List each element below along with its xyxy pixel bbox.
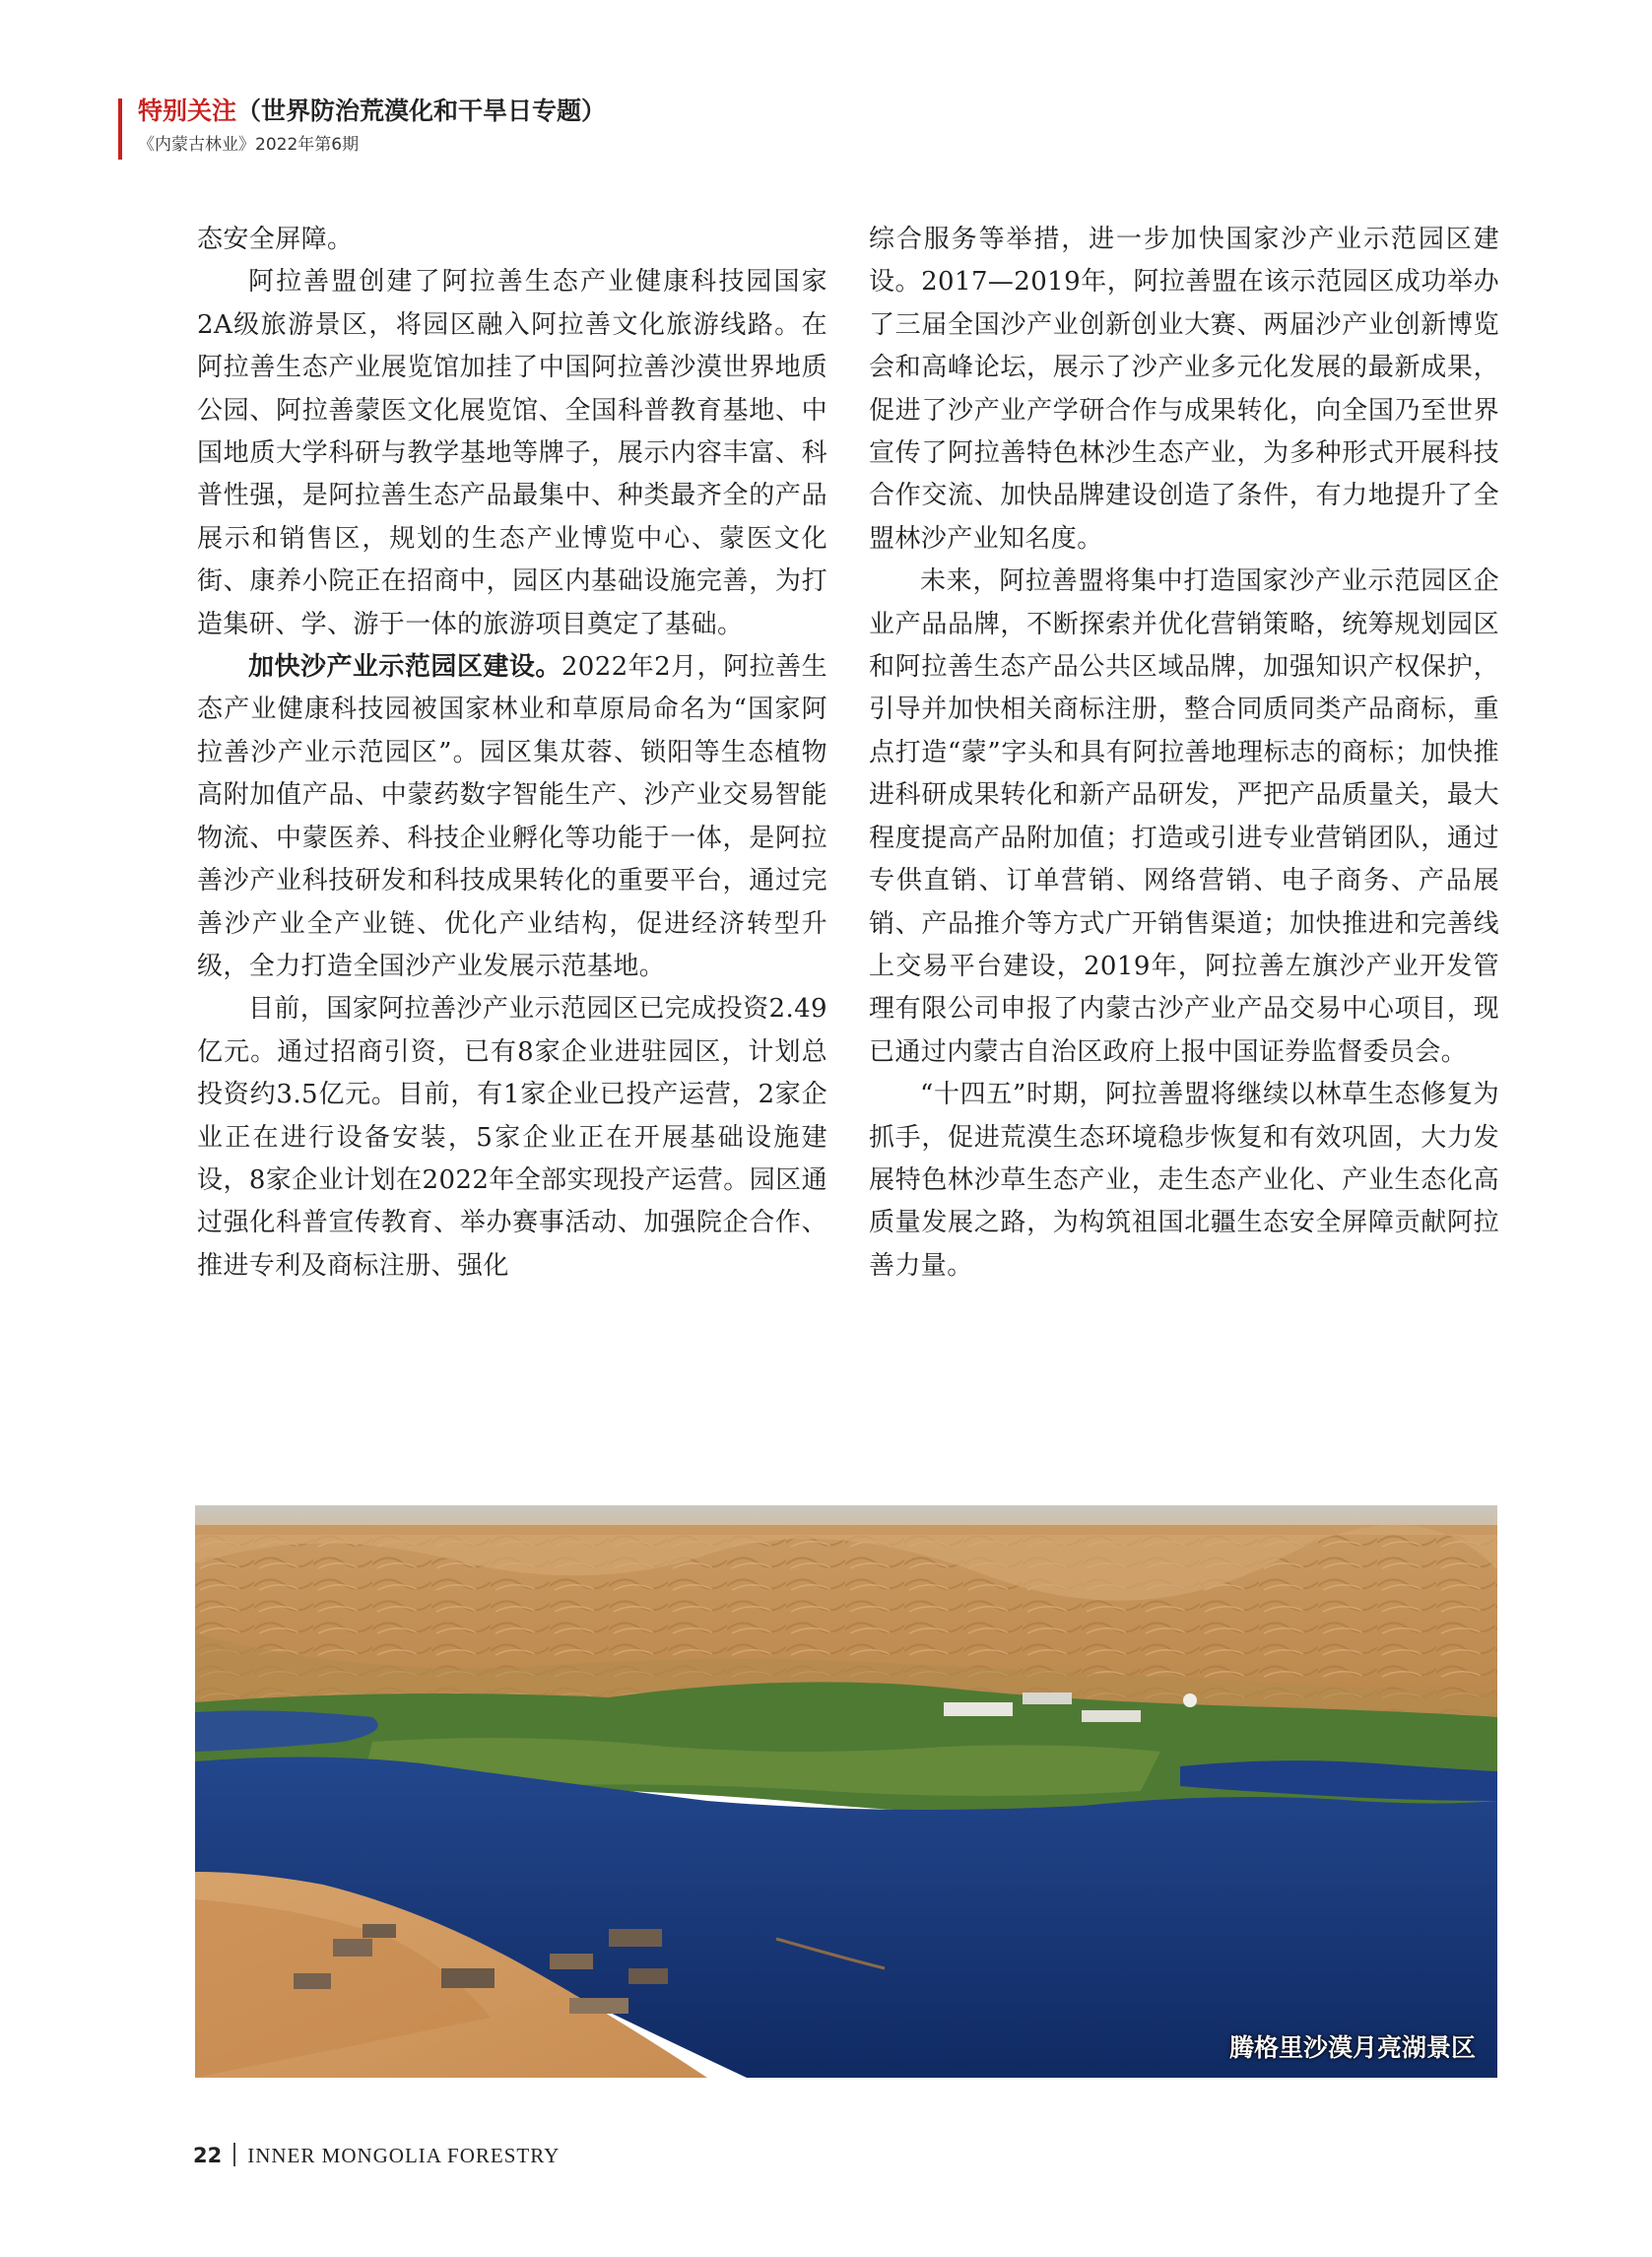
paragraph [197, 646, 827, 988]
paragraph-lead: 加快沙产业示范园区建设。 [248, 652, 562, 683]
journal-issue: 《内蒙古林业》2022年第6期 [138, 135, 360, 155]
paragraph: 阿拉善盟创建了阿拉善生态产业健康科技园国家2A级旅游景区，将园区融入阿拉善文化旅游线路。在阿拉善生态产业展览馆加挂了中国阿拉善沙漠世界地质公园、阿拉善蒙医文化展览馆、全国科普教育基地、中国地质大学科研与教学基地等牌子，展示内容丰富、科普性强，是阿拉善生态产品最集中、种类最齐全的产品展示和销售区，规划的生态产业博览中心、蒙医文化街、康养小院正在招商中，园区内基础设施完善，为打造集研、学、游于一体的旅游项目奠定了基础。 [197, 267, 827, 639]
paragraph: “十四五”时期，阿拉善盟将继续以林草生态修复为抓手，促进荒漠生态环境稳步恢复和有效巩固，大力发展特色林沙草生态产业，走生态产业化、产业生态化高质量发展之路，为构筑祖国北疆生态安全屏障贡献阿拉善力量。 [869, 1080, 1499, 1281]
paragraph: 目前，国家阿拉善沙产业示范园区已完成投资2.49亿元。通过招商引资，已有8家企业进驻园区，计划总投资约3.5亿元。目前，有1家企业已投产运营，2家企业正在进行设备安装，5家企业正在开展基础设施建设，8家企业计划在2022年全部实现投产运营。园区通过强化科普宣传教育、举办赛事活动、加强院企合作、推进专利及商标注册、强化 [197, 994, 827, 1281]
journal-name-en: INNER MONGOLIA FORESTRY [247, 2144, 561, 2167]
paragraph-body: 2022年2月，阿拉善生态产业健康科技园被国家林业和草原局命名为“国家阿拉善沙产业示范园区”。园区集苁蓉、锁阳等生态植物高附加值产品、中蒙药数字智能生产、沙产业交易智能物流、中蒙医养、科技企业孵化等功能于一体，是阿拉善沙产业科技研发和科技成果转化的重要平台，通过完善沙产业全产业链、优化产业结构，促进经济转型升级，全力打造全国沙产业发展示范基地。 [197, 652, 827, 981]
section-topic: （世界防治荒漠化和干旱日专题） [236, 97, 607, 125]
footer-divider [233, 2143, 235, 2166]
page-footer [193, 2142, 560, 2169]
paragraph: 未来，阿拉善盟将集中打造国家沙产业示范园区企业产品品牌，不断探索并优化营销策略，统筹规划园区和阿拉善生态产品公共区域品牌，加强知识产权保护，引导并加快相关商标注册，整合同质同类产品商标，重点打造“蒙”字头和具有阿拉善地理标志的商标；加快推进科研成果转化和新产品研发，严把产品质量关，最大程度提高产品附加值；打造或引进专业营销团队，通过专供直销、订单营销、网络营销、电子商务、产品展销、产品推介等方式广开销售渠道；加快推进和完善线上交易平台建设，2019年，阿拉善左旗沙产业开发管理有限公司申报了内蒙古沙产业产品交易中心项目，现已通过内蒙古自治区政府上报中国证券监督委员会。 [869, 566, 1499, 1067]
paragraph: 综合服务等举措，进一步加快国家沙产业示范园区建设。2017—2019年，阿拉善盟在该示范园区成功举办了三届全国沙产业创新创业大赛、两届沙产业创新博览会和高峰论坛，展示了沙产业多元化发展的最新成果，促进了沙产业产学研合作与成果转化，向全国乃至世界宣传了阿拉善特色林沙生态产业，为多种形式开展科技合作交流、加快品牌建设创造了条件，有力地提升了全盟林沙产业知名度。 [869, 225, 1499, 554]
section-label: 特别关注 [138, 97, 237, 125]
photo-caption: 腾格里沙漠月亮湖景区 [1228, 2033, 1476, 2062]
page-number: 22 [193, 2144, 223, 2167]
right-column [869, 219, 1499, 1460]
paragraph: 态安全屏障。 [197, 225, 354, 254]
section-header [138, 95, 606, 128]
left-column [197, 219, 827, 1480]
header-accent-bar [118, 99, 122, 160]
desert-lake-photo [195, 1505, 1497, 2078]
landscape-illustration [195, 1505, 1497, 2078]
